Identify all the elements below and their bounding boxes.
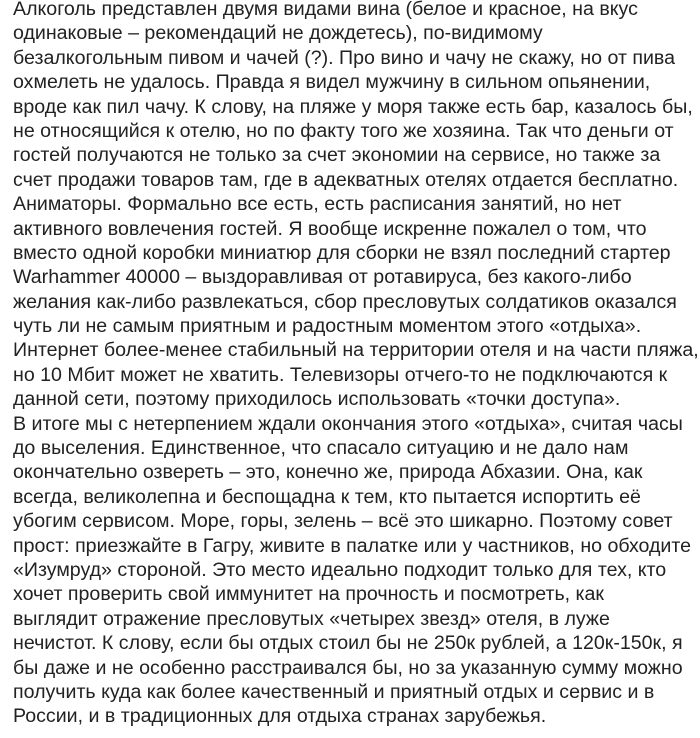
- text-line: счет продажи товаров там, где в адекватных отелях отдается бесплатно.: [13, 168, 679, 191]
- text-line: окончательно озвереть – это, конечно же, природа Абхазии. Она, как: [13, 461, 643, 484]
- text-line: В итоге мы с нетерпением ждали окончания этого «отдыха», считая часы: [13, 412, 683, 435]
- text-line: вроде как пил чачу. К слову, на пляже у моря также есть бар, казалось бы,: [13, 95, 693, 118]
- text-line: выглядит отражение пресловутых «четырех звезд» отеля, в луже: [13, 607, 610, 630]
- text-line: бы даже и не особенно расстраивался бы, но за указанную сумму можно: [13, 656, 683, 679]
- text-line: прост: приезжайте в Гагру, живите в палатке или у частников, но обходите: [13, 534, 692, 557]
- text-line: всегда, великолепна и беспощадна к тем, кто пытается испортить её: [13, 485, 641, 508]
- text-line: данной сети, поэтому приходилось использовать «точки доступа».: [13, 388, 621, 411]
- text-line: «Изумруд» стороной. Это место идеально подходит только для тех, кто: [13, 558, 667, 581]
- text-line: безалкогольным пивом и чачей (?). Про вино и чачу не скажу, но от пива: [13, 46, 676, 69]
- text-line: хочет проверить свой иммунитет на прочность и посмотреть, как: [13, 583, 605, 606]
- text-line: нечистот. К слову, если бы отдых стоил бы не 250к рублей, а 120к-150к, я: [13, 632, 683, 655]
- text-line: Интернет более-менее стабильный на территории отеля и на части пляжа,: [13, 339, 699, 362]
- text-line: гостей получаются не только за счет экономии на сервисе, но также за: [13, 144, 661, 167]
- text-line: активного вовлечения гостей. Я вообще искренне пожалел о том, что: [13, 217, 647, 240]
- text-line: не относящийся к отелю, но по факту того же хозяина. Так что деньги от: [13, 119, 674, 142]
- text-line: желания как-либо развлекаться, сбор пресловутых солдатиков оказался: [13, 290, 677, 313]
- text-line: убогим сервисом. Море, горы, зелень – всё это шикарно. Поэтому совет: [13, 510, 673, 533]
- text-line: Аниматоры. Формально все есть, есть расписания занятий, но нет: [13, 193, 622, 216]
- text-line: Warhammer 40000 – выздоравливая от ротавируса, без какого-либо: [13, 266, 632, 289]
- text-line: одинаковые – рекомендаций не дождетесь), по-видимому: [13, 22, 543, 45]
- text-line: получить куда как более качественный и приятный отдых и сервис и в: [13, 680, 655, 703]
- text-line: вместо одной коробки миниатюр для сборки не взял последний стартер: [13, 241, 671, 264]
- review-text: [13, 0, 697, 729]
- text-line: но 10 Мбит может не хватить. Телевизоры отчего-то не подключаются к: [13, 363, 668, 386]
- text-line: России, и в традиционных для отдыха странах зарубежья.: [13, 705, 547, 728]
- text-line: чуть ли не самым приятным и радостным моментом этого «отдыха».: [13, 315, 642, 338]
- text-line: до выселения. Единственное, что спасало ситуацию и не дало нам: [13, 437, 629, 460]
- text-line: Алкоголь представлен двумя видами вина (белое и красное, на вкус: [13, 0, 638, 20]
- text-line: охмелеть не удалось. Правда я видел мужчину в сильном опьянении,: [13, 71, 651, 94]
